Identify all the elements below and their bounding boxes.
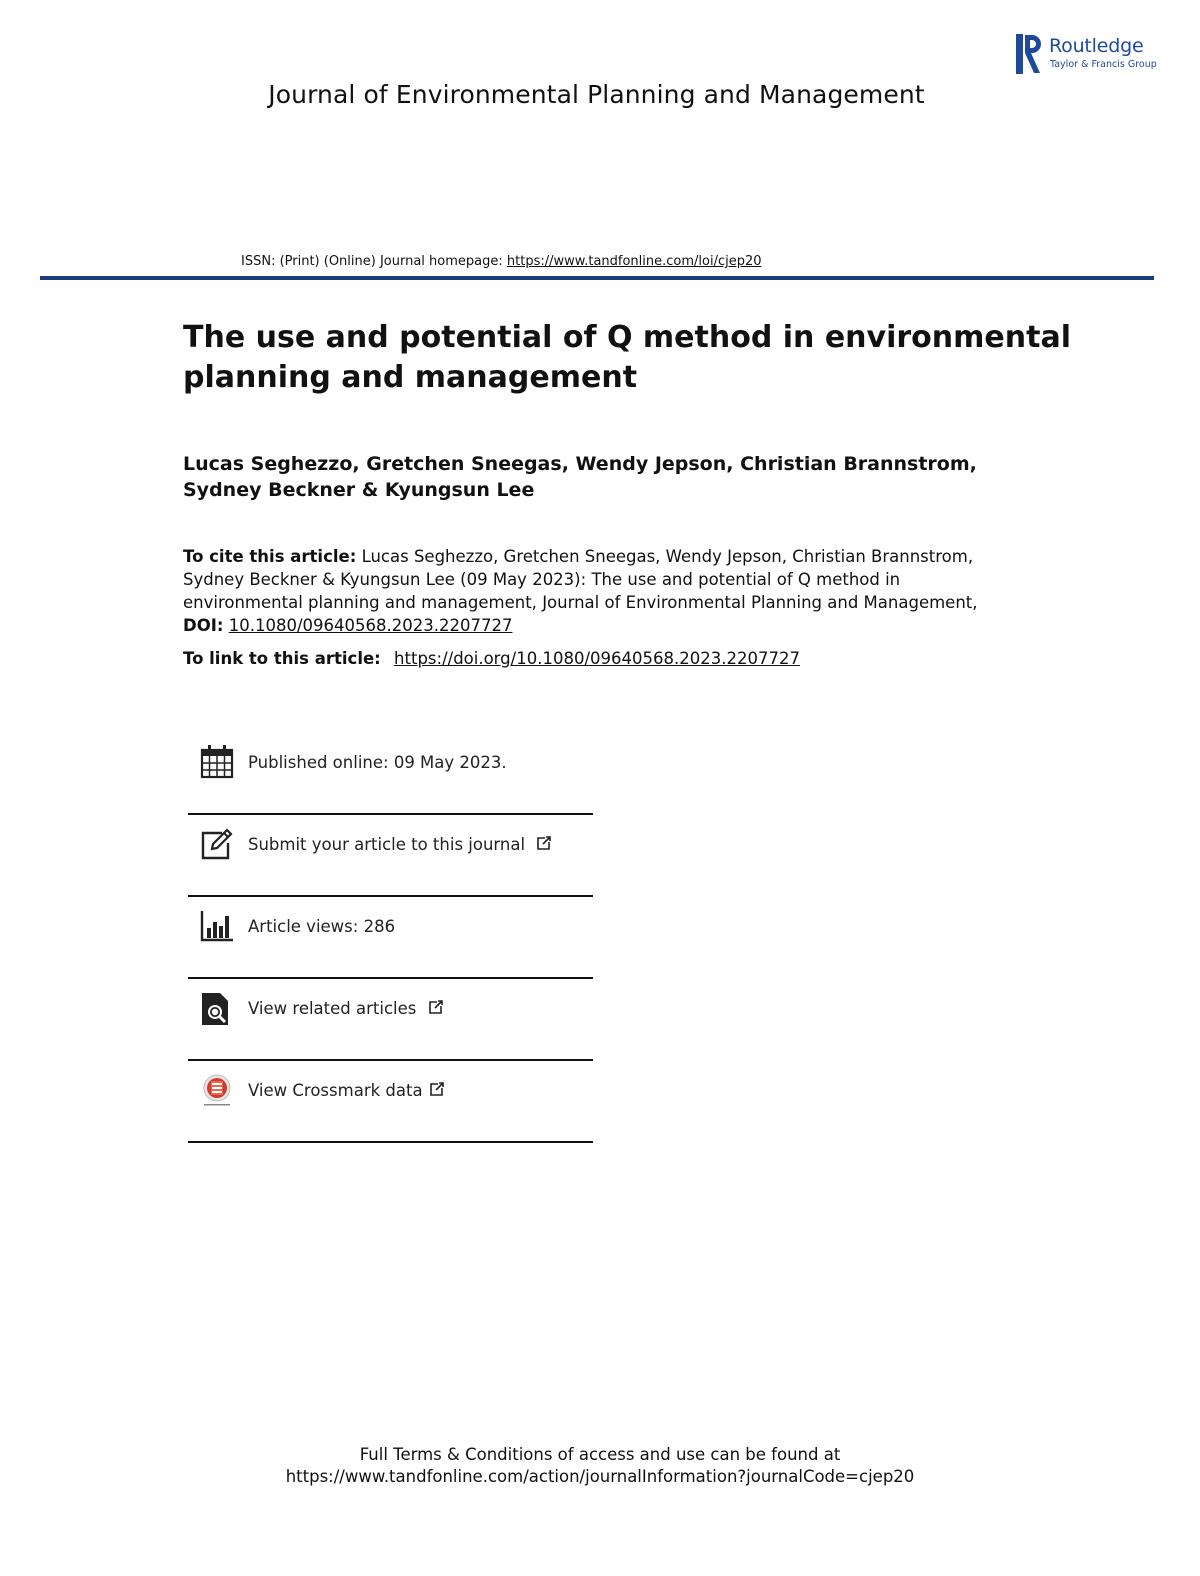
issn-line: [241, 254, 762, 269]
crossmark-text: View Crossmark data: [248, 1081, 423, 1100]
cite-authors: Lucas Seghezzo, Gretchen Sneegas, Wendy Jepson, Christian Brannstrom, Sydney Beckner & Kyungsun Lee (09 May 2023):: [183, 547, 974, 589]
authors-line-1: Lucas Seghezzo, Gretchen Sneegas, Wendy Jepson, Christian Brannstrom,: [183, 453, 977, 475]
cite-label: To cite this article:: [183, 547, 357, 566]
calendar-icon: [200, 745, 234, 779]
header-rule: [40, 276, 1154, 280]
cite-doi-link[interactable]: 10.1080/09640568.2023.2207727: [228, 616, 513, 635]
external-link-icon: [536, 835, 552, 851]
submit-article-text: Submit your article to this journal: [248, 835, 526, 854]
issn-text: ISSN: (Print) (Online) Journal homepage:: [241, 254, 503, 269]
journal-homepage-link[interactable]: https://www.tandfonline.com/loi/cjep20: [506, 254, 762, 269]
article-info-list: [188, 733, 593, 1143]
authors-line-2: Sydney Beckner & Kyungsun Lee: [183, 479, 535, 501]
cite-doi-label: DOI:: [183, 616, 224, 635]
published-online-text: Published online: 09 May 2023.: [248, 753, 507, 772]
article-title: The use and potential of Q method in environmental planning and management: [183, 320, 1071, 395]
article-link-line: [183, 649, 800, 668]
external-link-icon: [428, 999, 444, 1015]
journal-title: Journal of Environmental Planning and Management: [268, 80, 925, 109]
crossmark-item[interactable]: [188, 1061, 593, 1143]
article-doi-url[interactable]: https://doi.org/10.1080/09640568.2023.2207727: [394, 649, 800, 668]
publisher-name: Routledge: [1049, 35, 1144, 57]
cite-journal: Journal of Environmental Planning and Management,: [542, 593, 978, 612]
citation-block: [183, 545, 1013, 637]
article-views-item: [188, 897, 593, 979]
article-views-text: Article views: 286: [248, 917, 396, 936]
link-label: To link to this article:: [183, 649, 381, 668]
authors: [183, 451, 1083, 503]
published-online-item: [188, 733, 593, 815]
document-search-icon: [200, 991, 234, 1025]
footer-terms-text: Full Terms & Conditions of access and use can be found at: [359, 1445, 841, 1464]
related-articles-item[interactable]: [188, 979, 593, 1061]
routledge-logo-icon: [1016, 33, 1042, 75]
related-articles-text: View related articles: [248, 999, 417, 1018]
edit-icon: [200, 827, 234, 861]
publisher-logo: [1016, 33, 1166, 75]
external-link-icon: [429, 1081, 445, 1097]
publisher-subtitle: Taylor & Francis Group: [1050, 59, 1157, 70]
footer-terms-url[interactable]: https://www.tandfonline.com/action/journalInformation?journalCode=cjep20: [285, 1467, 915, 1486]
footer: [0, 1444, 1200, 1488]
cite-title: The use and potential of Q method in environmental planning and management,: [183, 570, 901, 612]
submit-article-item[interactable]: [188, 815, 593, 897]
crossmark-icon: [200, 1073, 234, 1107]
bar-chart-icon: [200, 909, 234, 943]
